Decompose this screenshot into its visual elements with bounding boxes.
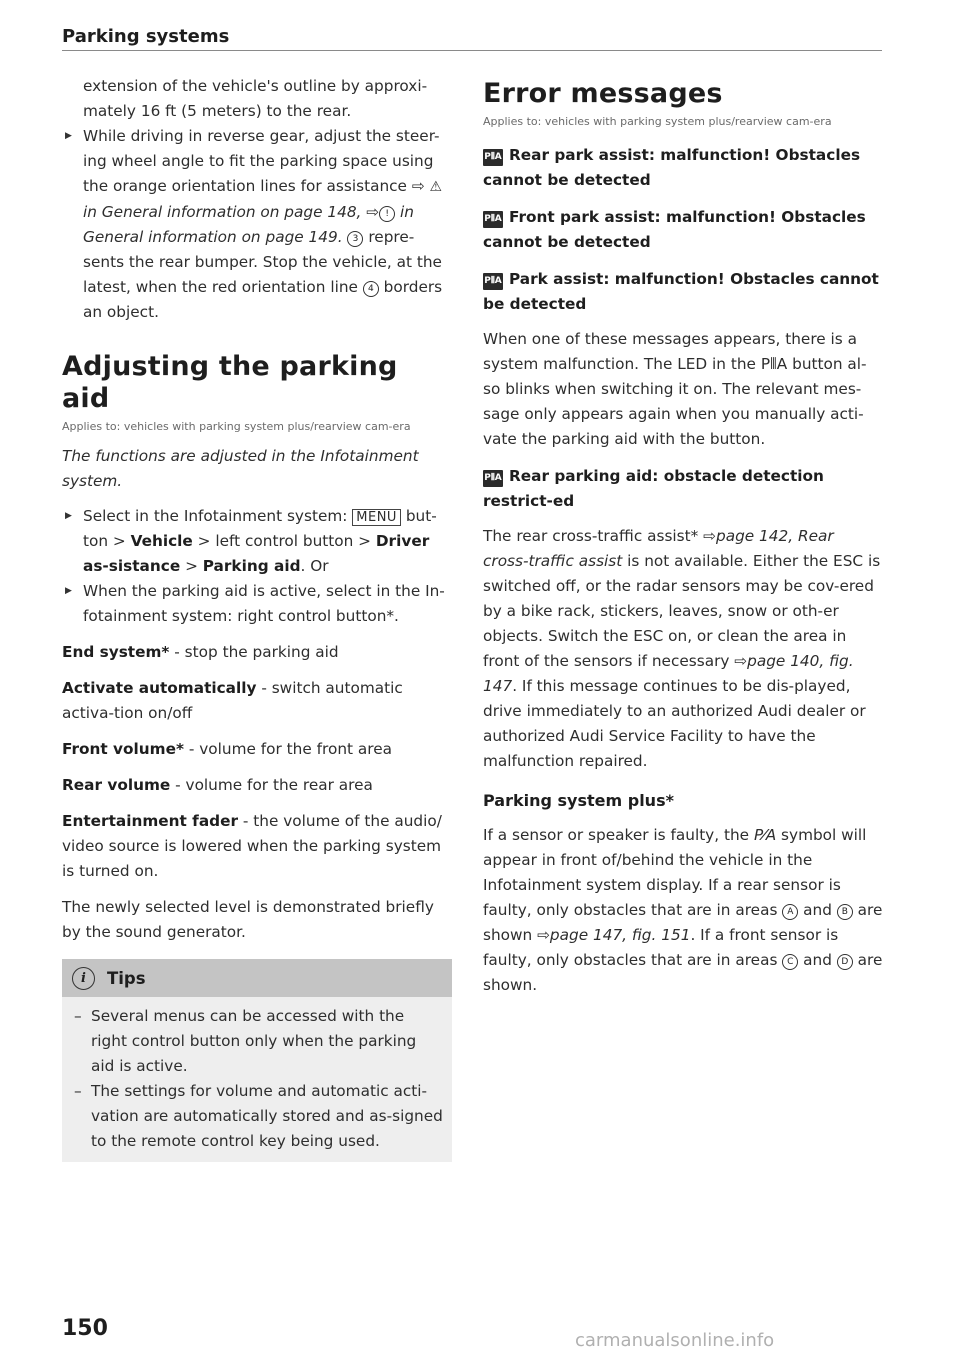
callout-3-icon: 3 bbox=[347, 231, 363, 247]
level-note: The newly selected level is demonstrated briefly by the sound generator. bbox=[62, 898, 434, 941]
park-assist-button-icon: P⦀A bbox=[760, 355, 788, 373]
arrow-icon: ⇨ bbox=[734, 652, 748, 670]
menu-key: MENU bbox=[352, 509, 401, 526]
header-divider bbox=[62, 50, 882, 51]
item-end-system: End system* - stop the parking aid bbox=[62, 643, 339, 661]
message-rear-parking-restricted: P⦀A Rear parking aid: obstacle detection restrict-ed bbox=[483, 467, 824, 510]
tip-item: – The settings for volume and automatic acti-vation are automatically stored and as-signed to the remote control key being used. bbox=[70, 1079, 444, 1154]
callout-c-icon: C bbox=[782, 954, 798, 970]
tips-box bbox=[62, 959, 452, 1162]
arrow-icon: ⇨ bbox=[411, 177, 425, 195]
park-assist-icon: P⦀A bbox=[483, 149, 503, 166]
section-title-adjusting: Adjusting the parking aid bbox=[62, 351, 398, 414]
item-activate-automatically: Activate automatically - switch automatic activa-tion on/off bbox=[62, 679, 403, 722]
item-rear-volume: Rear volume - volume for the rear area bbox=[62, 776, 373, 794]
item-front-volume: Front volume* - volume for the front area bbox=[62, 740, 392, 758]
intro-paragraph: extension of the vehicle's outline by approxi-mately 16 ft (5 meters) to the rear. bbox=[83, 77, 428, 120]
watermark: carmanualsonline.info bbox=[575, 1330, 775, 1351]
tip-item: – Several menus can be accessed with the right control button only when the parking aid is active. bbox=[70, 1004, 444, 1079]
xref-page-140[interactable]: page 140, fig. 147 bbox=[483, 652, 854, 695]
tips-title: Tips bbox=[107, 968, 146, 988]
applies-to-note: Applies to: vehicles with parking system plus/rearview cam-era bbox=[62, 420, 411, 433]
section-title-error-messages: Error messages bbox=[483, 78, 723, 109]
callout-4-icon: 4 bbox=[363, 281, 379, 297]
warning-triangle-icon: ⚠ bbox=[429, 179, 443, 195]
xref-page-149[interactable]: in General information on page 149. bbox=[83, 203, 414, 246]
lead-text: The functions are adjusted in the Infotainment system. bbox=[62, 447, 419, 490]
page-number: 150 bbox=[62, 1316, 108, 1341]
xref-page-142[interactable]: page 142, Rear cross-traffic assist bbox=[483, 527, 834, 570]
xref-page-147[interactable]: page 147, fig. 151 bbox=[549, 926, 691, 944]
restricted-paragraph: The rear cross-traffic assist* ⇨page 142, Rear cross-traffic assist is not available. Either the ESC is switched off, or the radar sensors may be cov-ered by a bike rack, stickers, leaves, snow or oth-er objects. Switch the ESC on, or clean the area in front of the sensors if necessary ⇨page 140, fig. 147. If this message continues to be dis-played, drive immediately to an authorized Audi dealer or authorized Audi Service Facility to have the malfunction repaired. bbox=[483, 527, 881, 770]
park-assist-icon: P⦀A bbox=[483, 211, 503, 228]
parking-sensor-fault-icon: P⁄A bbox=[753, 826, 777, 844]
left-column bbox=[62, 74, 452, 1162]
step-select-menu: ▶ Select in the Infotainment system: MENU but-ton > Vehicle > left control button > Driver as-sistance > Parking aid. Or bbox=[62, 504, 452, 579]
callout-d-icon: D bbox=[837, 954, 853, 970]
xref-page-148[interactable]: in General information on page 148, bbox=[83, 203, 362, 221]
reverse-gear-step: ▶ While driving in reverse gear, adjust the steer-ing wheel angle to fit the parking space using the orange orientation lines for assistance ⇨ ⚠ in General information on page 148, ⇨ ! in General information on page 149. 3 repre-sents the rear bumper. Stop the vehicle, at the latest, when the red orientation line 4 borders an object. bbox=[62, 124, 452, 325]
arrow-icon: ⇨ bbox=[703, 527, 716, 545]
parking-plus-paragraph: If a sensor or speaker is faulty, the P⁄A symbol will appear in front of/behind the vehicle in the Infotainment system display. If a rear sensor is faulty, only obstacles that are in areas A and B are shown ⇨page 147, fig. 151. If a front sensor is faulty, only obstacles that are in areas C and D are shown. bbox=[483, 826, 883, 994]
arrow-icon: ⇨ bbox=[366, 203, 380, 221]
caution-circle-icon: ! bbox=[379, 206, 395, 222]
step-right-control: ▶ When the parking aid is active, select in the In-fotainment system: right control button*. bbox=[62, 579, 452, 629]
message-park-assist: P⦀A Park assist: malfunction! Obstacles cannot be detected bbox=[483, 270, 879, 313]
callout-a-icon: A bbox=[782, 904, 798, 920]
info-icon: i bbox=[72, 967, 95, 990]
page-header-title: Parking systems bbox=[62, 26, 230, 47]
arrow-icon: ⇨ bbox=[537, 926, 550, 944]
callout-b-icon: B bbox=[837, 904, 853, 920]
message-rear-park-assist: P⦀A Rear park assist: malfunction! Obstacles cannot be detected bbox=[483, 146, 861, 189]
park-assist-icon: P⦀A bbox=[483, 273, 503, 290]
applies-to-note: Applies to: vehicles with parking system plus/rearview cam-era bbox=[483, 115, 832, 128]
message-front-park-assist: P⦀A Front park assist: malfunction! Obstacles cannot be detected bbox=[483, 208, 866, 251]
right-column bbox=[483, 74, 883, 998]
subheading-parking-system-plus: Parking system plus* bbox=[483, 791, 674, 810]
park-assist-icon: P⦀A bbox=[483, 470, 503, 487]
tips-body bbox=[62, 997, 452, 1162]
item-entertainment-fader: Entertainment fader - the volume of the audio/ video source is lowered when the parking system is turned on. bbox=[62, 812, 442, 880]
tips-header bbox=[62, 959, 452, 997]
malfunction-paragraph: When one of these messages appears, there is a system malfunction. The LED in the P⦀A button al-so blinks when switching it on. The relevant mes-sage only appears again when you manually acti-vate the parking aid with the button. bbox=[483, 330, 867, 448]
